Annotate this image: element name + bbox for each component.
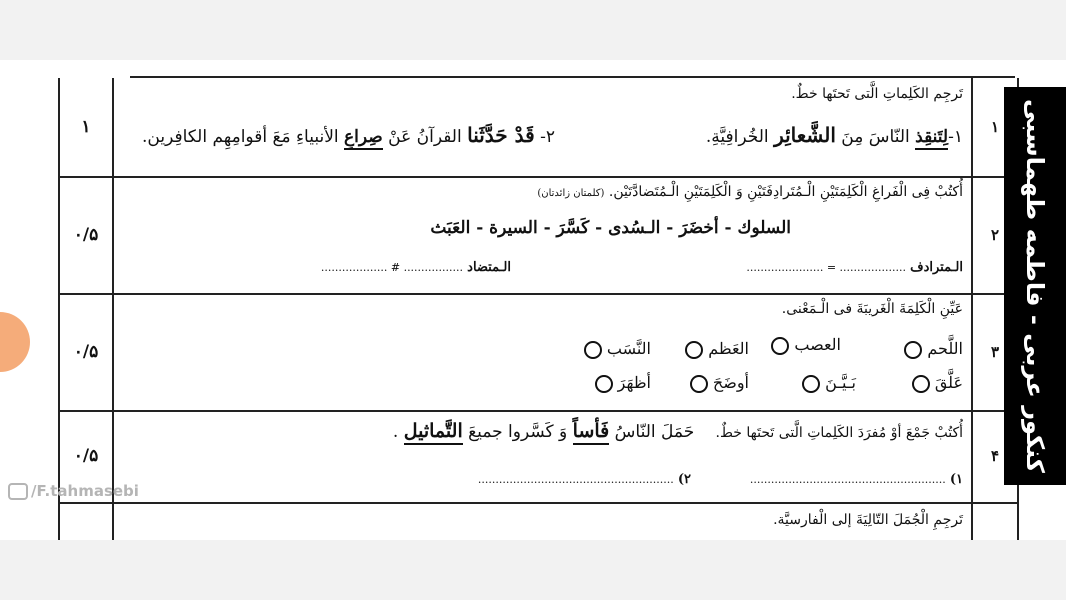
author-banner <box>1004 87 1066 485</box>
option-label: النَّسَب <box>606 339 651 358</box>
item-prefix: ۱- <box>948 127 963 147</box>
instruction: أُكتُبْ جَمْعَ أوْ مُفرَدَ الكَلِماتِ الَّتی تَحتَها خطٌ. <box>715 425 963 441</box>
option[interactable] <box>802 373 856 393</box>
radio-circle[interactable] <box>802 375 820 393</box>
question-row-1 <box>60 78 1017 178</box>
underlined-word: صِراعِ <box>344 127 383 150</box>
questions-table <box>58 78 1019 540</box>
question-content <box>114 293 971 410</box>
question-row-2 <box>60 176 1017 295</box>
question-row-5 <box>60 502 1017 540</box>
answer-blank[interactable]: ........................................................ <box>477 473 674 486</box>
blank-label: ۲) <box>677 472 691 487</box>
radio-circle[interactable] <box>904 341 922 359</box>
answer-line-1 <box>750 472 963 487</box>
question-number: ۳ <box>971 293 1017 410</box>
instruction-text: أُكتُبْ فِی الْفَراغِ الْكَلِمَتَيْنِ الْـمُتَرادِفَتَيْنِ وَ الْكَلِمَتَيْنِ الْـمُتَضادَّتَيْن. <box>608 184 963 200</box>
item-text: النّاسَ مِنَ <box>835 127 916 147</box>
radio-circle[interactable] <box>584 341 602 359</box>
sentence-text: وَ كَسَّروا جميعَ <box>462 422 573 442</box>
option-label: أوضَحَ <box>712 373 749 392</box>
underlined-word: لِتَنقِذ <box>915 127 948 150</box>
option-label: عَلَّقَ <box>934 373 963 392</box>
orange-marker <box>0 312 30 372</box>
question-number: ۴ <box>971 410 1017 502</box>
option[interactable] <box>690 373 749 393</box>
question-row-3 <box>60 293 1017 412</box>
sentence-text: حَمَلَ النّاسُ <box>609 422 695 442</box>
radio-circle[interactable] <box>771 337 789 355</box>
score-cell: ۰/۵ <box>60 176 114 293</box>
question-content <box>114 502 971 540</box>
radio-circle[interactable] <box>690 375 708 393</box>
question-number: ۱ <box>971 78 1017 176</box>
score-cell <box>60 502 114 540</box>
score-cell: ۰/۵ <box>60 410 114 502</box>
instruction <box>537 184 963 200</box>
item-text: الأنبياءِ مَعَ أقوامِهِم الكافِرين. <box>142 127 345 147</box>
option-label: أظهَرَ <box>617 373 651 392</box>
note: (كلمتان زائدتان) <box>537 188 605 199</box>
instruction: تَرجِم الكَلِماتِ الَّتی تَحتَها خطٌ. <box>791 86 963 102</box>
instruction: عَیِّنِ الْكَلِمَةَ الْغَريبَةَ فی الْـمَعْنی. <box>781 301 963 317</box>
item-text: القرآنُ عَنْ <box>382 127 468 147</box>
option-label: العصب <box>794 335 841 354</box>
option-label: بَـيَّـنَ <box>825 373 856 392</box>
option[interactable] <box>595 373 651 393</box>
question-number <box>971 502 1017 540</box>
item-1 <box>706 123 963 147</box>
question-content <box>114 78 971 176</box>
question-number: ۲ <box>971 176 1017 293</box>
synonym-label: الـمترادف <box>910 260 963 275</box>
answer-line-2 <box>478 472 691 487</box>
underlined-word: فَأساً <box>573 420 610 445</box>
exam-sheet <box>0 60 1066 540</box>
banner-text: کنکور عربی - فاطمه طهماسبی <box>1021 99 1049 473</box>
underlined-word: التَّماثيل <box>404 420 463 445</box>
option[interactable] <box>685 339 749 359</box>
sentence-text: . <box>392 422 404 442</box>
option-label: العَظم <box>708 339 749 358</box>
bold-word: قَدْ حَدَّثَنا <box>467 123 535 147</box>
question-row-4 <box>60 410 1017 504</box>
blank-label: ۱) <box>949 472 963 487</box>
question-content <box>114 410 971 502</box>
word-list: السلوك - أخضَرَ - الـسُدى - كَسَّرَ - السيرة - العَبَث <box>430 218 791 238</box>
radio-circle[interactable] <box>595 375 613 393</box>
item-2 <box>142 123 555 147</box>
synonym-blank[interactable]: ................... = ...................... <box>746 261 906 274</box>
score-cell: ۰/۵ <box>60 293 114 410</box>
radio-circle[interactable] <box>912 375 930 393</box>
instagram-icon <box>8 483 28 500</box>
option[interactable] <box>584 339 651 359</box>
option-label: اللَّحم <box>927 339 963 358</box>
item-prefix: ۲- <box>534 127 555 147</box>
antonym-label: الـمتضاد <box>467 260 511 275</box>
instruction: تَرجِمِ الْجُمَلَ التّالِيَةَ إلی الْفارسيَّة. <box>773 512 963 528</box>
instruction-line <box>393 420 963 442</box>
option[interactable] <box>771 335 841 355</box>
watermark <box>8 482 139 500</box>
question-content <box>114 176 971 293</box>
antonym-blank[interactable]: ................. # ................... <box>320 261 464 274</box>
item-text: الخُرافِيَّةِ. <box>705 127 775 147</box>
option[interactable] <box>904 339 963 359</box>
bold-word: الشَّعائِر <box>774 123 836 147</box>
watermark-text: /F.tahmasebi <box>31 482 139 500</box>
radio-circle[interactable] <box>685 341 703 359</box>
option[interactable] <box>912 373 963 393</box>
synonym-line <box>746 260 963 275</box>
answer-blank[interactable]: ........................................................ <box>749 473 946 486</box>
antonym-line <box>321 260 511 275</box>
score-cell: ۱ <box>60 78 114 176</box>
